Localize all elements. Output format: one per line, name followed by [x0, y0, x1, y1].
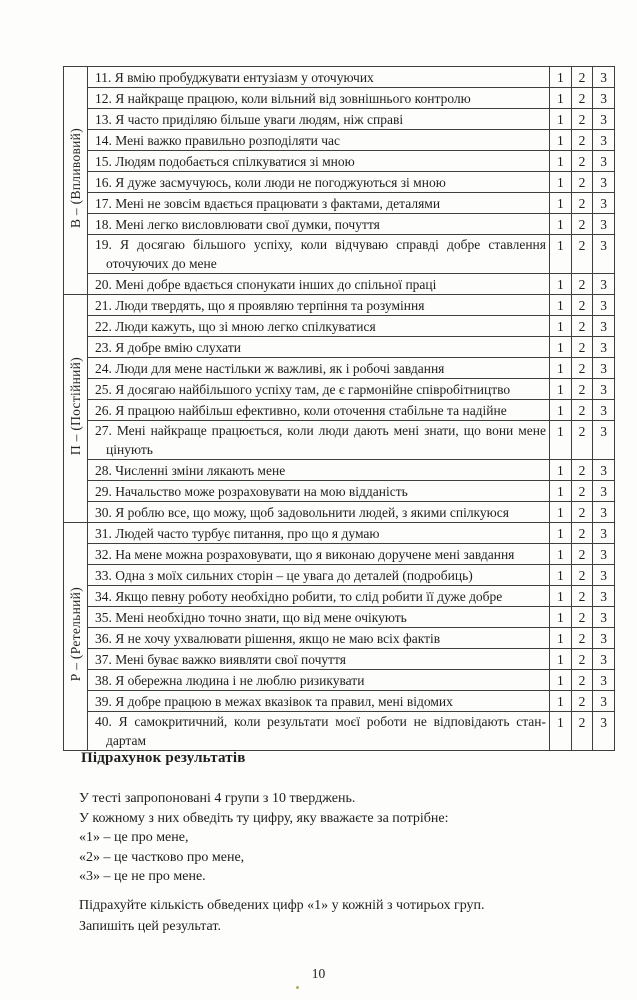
rating-option-1[interactable]: 1: [550, 523, 572, 544]
rating-option-3[interactable]: 3: [593, 712, 615, 751]
question-cell: [88, 691, 550, 712]
rating-option-1[interactable]: 1: [550, 67, 572, 88]
rating-option-3[interactable]: 3: [593, 523, 615, 544]
survey-row: [64, 460, 615, 481]
question-text: 32. На мене можна розраховувати, що я виконаю доручене мені завдання: [95, 546, 515, 562]
rating-option-1[interactable]: 1: [550, 691, 572, 712]
group-label: Р – (Ретельний): [67, 586, 83, 682]
rating-option-2[interactable]: 2: [571, 130, 593, 151]
rating-option-3[interactable]: 3: [593, 421, 615, 460]
text-line: У тесті запропоновані 4 групи з 10 тверджень.: [79, 791, 356, 806]
survey-row: [64, 235, 615, 274]
rating-option-3[interactable]: 3: [593, 379, 615, 400]
rating-option-1[interactable]: 1: [550, 316, 572, 337]
rating-option-1[interactable]: 1: [550, 295, 572, 316]
question-text: 26. Я працюю найбільш ефективно, коли оточення стабільне та надійне: [95, 402, 507, 418]
rating-option-3[interactable]: 3: [593, 544, 615, 565]
rating-option-3[interactable]: 3: [593, 151, 615, 172]
rating-option-1[interactable]: 1: [550, 274, 572, 295]
text-line: У кожному з них обведіть ту цифру, яку вважаєте за потрібне:: [79, 810, 449, 826]
survey-row: [64, 130, 615, 151]
question-text: 24. Люди для мене настільки ж важливі, як і робочі завдання: [95, 360, 445, 376]
rating-option-1[interactable]: 1: [550, 337, 572, 358]
survey-row: [64, 295, 615, 316]
survey-row: [64, 379, 615, 400]
question-cell: [88, 295, 550, 316]
rating-option-3[interactable]: 3: [593, 691, 615, 712]
rating-option-2[interactable]: 2: [571, 295, 593, 316]
question-text: 39. Я добре працюю в межах вказівок та правил, мені відомих: [95, 693, 453, 709]
question-text: 28. Численні зміни лякають мене: [95, 462, 286, 478]
rating-option-2[interactable]: 2: [571, 67, 593, 88]
rating-option-3[interactable]: 3: [593, 400, 615, 421]
rating-option-1[interactable]: 1: [550, 130, 572, 151]
rating-option-2[interactable]: 2: [571, 421, 593, 460]
survey-row: [64, 523, 615, 544]
question-cell: [88, 67, 550, 88]
rating-option-2[interactable]: 2: [571, 691, 593, 712]
rating-option-3[interactable]: 3: [593, 502, 615, 523]
question-cell: [88, 379, 550, 400]
rating-option-2[interactable]: 2: [571, 88, 593, 109]
question-text: 19. Я досягаю більшого успіху, коли відчуваю справді добре ставлення оточуючих до мене: [95, 237, 546, 271]
rating-option-3[interactable]: 3: [593, 607, 615, 628]
rating-option-2[interactable]: 2: [571, 109, 593, 130]
question-cell: [88, 400, 550, 421]
rating-option-2[interactable]: 2: [571, 358, 593, 379]
rating-option-1[interactable]: 1: [550, 400, 572, 421]
rating-option-3[interactable]: 3: [593, 214, 615, 235]
question-cell: [88, 523, 550, 544]
question-text: 18. Мені легко висловлювати свої думки, почуття: [95, 216, 380, 232]
rating-option-3[interactable]: 3: [593, 235, 615, 274]
question-cell: [88, 481, 550, 502]
question-cell: [88, 214, 550, 235]
question-cell: [88, 274, 550, 295]
question-text: 17. Мені не зовсім вдається працювати з фактами, деталями: [95, 195, 441, 211]
question-text: 12. Я найкраще працюю, коли вільний від зовнішнього контролю: [95, 90, 471, 106]
rating-option-3[interactable]: 3: [593, 670, 615, 691]
question-cell: [88, 316, 550, 337]
question-cell: [88, 544, 550, 565]
rating-option-2[interactable]: 2: [571, 316, 593, 337]
results-instructions: [79, 895, 485, 937]
rating-option-1[interactable]: 1: [550, 649, 572, 670]
rating-option-3[interactable]: 3: [593, 649, 615, 670]
question-cell: [88, 421, 550, 460]
rating-option-3[interactable]: 3: [593, 88, 615, 109]
rating-option-2[interactable]: 2: [571, 712, 593, 751]
rating-option-1[interactable]: 1: [550, 628, 572, 649]
question-text: 23. Я добре вмію слухати: [95, 339, 241, 355]
rating-option-1[interactable]: 1: [550, 421, 572, 460]
question-cell: [88, 88, 550, 109]
question-text: 27. Мені найкраще працюється, коли люди дають мені знати, що вони мене цінують: [95, 423, 546, 457]
question-text: 40. Я самокритичний, коли результати моєї роботи не відповідають стан-дартам: [95, 714, 546, 748]
rating-option-1[interactable]: 1: [550, 151, 572, 172]
survey-row: [64, 193, 615, 214]
question-text: 37. Мені буває важко виявляти свої почуття: [95, 651, 346, 667]
survey-row: [64, 481, 615, 502]
question-text: 22. Люди кажуть, що зі мною легко спілкуватися: [95, 318, 376, 334]
rating-option-2[interactable]: 2: [571, 214, 593, 235]
rating-option-1[interactable]: 1: [550, 358, 572, 379]
rating-option-3[interactable]: 3: [593, 586, 615, 607]
question-text: 36. Я не хочу ухвалювати рішення, якщо не маю всіх фактів: [95, 630, 441, 646]
rating-option-1[interactable]: 1: [550, 172, 572, 193]
question-text: 16. Я дуже засмучуюсь, коли люди не погоджуються зі мною: [95, 174, 446, 190]
rating-option-2[interactable]: 2: [571, 235, 593, 274]
question-cell: [88, 109, 550, 130]
rating-option-1[interactable]: 1: [550, 586, 572, 607]
rating-option-3[interactable]: 3: [593, 67, 615, 88]
question-text: 38. Я обережна людина і не люблю ризикувати: [95, 672, 365, 688]
rating-option-1[interactable]: 1: [550, 235, 572, 274]
rating-option-2[interactable]: 2: [571, 607, 593, 628]
question-cell: [88, 502, 550, 523]
text-line: Підрахуйте кількість обведених цифр «1» у кожній з чотирьох груп.: [79, 898, 485, 913]
rating-option-3[interactable]: 3: [593, 193, 615, 214]
rating-option-1[interactable]: 1: [550, 88, 572, 109]
rating-option-2[interactable]: 2: [571, 379, 593, 400]
rating-option-1[interactable]: 1: [550, 712, 572, 751]
rating-option-2[interactable]: 2: [571, 544, 593, 565]
group-label-cell: [64, 523, 88, 751]
survey-row: [64, 274, 615, 295]
rating-option-2[interactable]: 2: [571, 193, 593, 214]
question-cell: [88, 712, 550, 751]
rating-option-2[interactable]: 2: [571, 151, 593, 172]
question-cell: [88, 628, 550, 649]
survey-row: [64, 607, 615, 628]
rating-option-1[interactable]: 1: [550, 544, 572, 565]
rating-option-2[interactable]: 2: [571, 628, 593, 649]
rating-option-2[interactable]: 2: [571, 523, 593, 544]
text-line: «3» – це не про мене.: [79, 869, 206, 884]
question-cell: [88, 670, 550, 691]
question-cell: [88, 193, 550, 214]
rating-option-3[interactable]: 3: [593, 274, 615, 295]
question-text: 21. Люди твердять, що я проявляю терпіння та розуміння: [95, 297, 425, 313]
rating-option-3[interactable]: 3: [593, 358, 615, 379]
rating-option-3[interactable]: 3: [593, 481, 615, 502]
rating-option-3[interactable]: 3: [593, 130, 615, 151]
question-text: 15. Людям подобається спілкуватися зі мною: [95, 153, 355, 169]
rating-option-2[interactable]: 2: [571, 400, 593, 421]
rating-option-3[interactable]: 3: [593, 460, 615, 481]
rating-option-3[interactable]: 3: [593, 337, 615, 358]
question-cell: [88, 130, 550, 151]
survey-row: [64, 151, 615, 172]
survey-row: [64, 400, 615, 421]
rating-option-3[interactable]: 3: [593, 172, 615, 193]
rating-option-1[interactable]: 1: [550, 214, 572, 235]
survey-row: [64, 421, 615, 460]
page-number: 10: [311, 966, 326, 981]
question-cell: [88, 337, 550, 358]
question-text: 33. Одна з моїх сильних сторін – це увага до деталей (подробиць): [95, 567, 473, 583]
survey-row: [64, 358, 615, 379]
rating-option-1[interactable]: 1: [550, 193, 572, 214]
text-line: Запишіть цей результат.: [79, 919, 221, 934]
rating-option-2[interactable]: 2: [571, 460, 593, 481]
rating-option-2[interactable]: 2: [571, 274, 593, 295]
question-text: 14. Мені важко правильно розподіляти час: [95, 132, 340, 148]
question-cell: [88, 586, 550, 607]
rating-option-2[interactable]: 2: [571, 481, 593, 502]
survey-row: [64, 172, 615, 193]
group-label: В – (Впливовий): [67, 127, 83, 229]
survey-row: [64, 109, 615, 130]
question-text: 29. Начальство може розраховувати на мою відданість: [95, 483, 408, 499]
rating-option-1[interactable]: 1: [550, 481, 572, 502]
question-text: 11. Я вмію пробуджувати ентузіазм у оточуючих: [95, 69, 374, 85]
survey-row: [64, 544, 615, 565]
results-heading: Підрахунок результатів: [81, 750, 246, 766]
survey-table: [63, 66, 615, 751]
question-cell: [88, 358, 550, 379]
text-line: «2» – це частково про мене,: [79, 849, 245, 865]
rating-option-3[interactable]: 3: [593, 295, 615, 316]
survey-row: [64, 712, 615, 751]
rating-option-1[interactable]: 1: [550, 670, 572, 691]
group-label-cell: [64, 295, 88, 523]
question-text: 30. Я роблю все, що можу, щоб задовольнити людей, з якими спілкуюся: [95, 504, 509, 520]
survey-row: [64, 670, 615, 691]
question-text: 20. Мені добре вдається спонукати інших до спільної праці: [95, 276, 437, 292]
survey-row: [64, 88, 615, 109]
rating-option-2[interactable]: 2: [571, 670, 593, 691]
rating-option-1[interactable]: 1: [550, 460, 572, 481]
group-label: П – (Постійний): [67, 356, 83, 456]
rating-option-1[interactable]: 1: [550, 379, 572, 400]
question-cell: [88, 565, 550, 586]
rating-option-1[interactable]: 1: [550, 565, 572, 586]
rating-option-3[interactable]: 3: [593, 109, 615, 130]
question-cell: [88, 151, 550, 172]
survey-row: [64, 502, 615, 523]
rating-option-2[interactable]: 2: [571, 502, 593, 523]
survey-row: [64, 691, 615, 712]
rating-option-2[interactable]: 2: [571, 337, 593, 358]
rating-option-3[interactable]: 3: [593, 316, 615, 337]
scan-artifact-dot: [296, 986, 299, 989]
question-cell: [88, 460, 550, 481]
rating-option-1[interactable]: 1: [550, 109, 572, 130]
rating-option-3[interactable]: 3: [593, 565, 615, 586]
survey-row: [64, 628, 615, 649]
survey-row: [64, 649, 615, 670]
group-label-cell: [64, 67, 88, 295]
survey-row: [64, 67, 615, 88]
text-line: «1» – це про мене,: [79, 830, 189, 845]
rating-option-2[interactable]: 2: [571, 172, 593, 193]
results-intro: [79, 789, 449, 887]
question-cell: [88, 607, 550, 628]
survey-row: [64, 337, 615, 358]
rating-option-1[interactable]: 1: [550, 502, 572, 523]
question-cell: [88, 235, 550, 274]
rating-option-3[interactable]: 3: [593, 628, 615, 649]
question-cell: [88, 172, 550, 193]
survey-row: [64, 214, 615, 235]
rating-option-2[interactable]: 2: [571, 586, 593, 607]
question-cell: [88, 649, 550, 670]
question-text: 34. Якщо певну роботу необхідно робити, то слід робити її дуже добре: [95, 588, 503, 604]
question-text: 25. Я досягаю найбільшого успіху там, де є гармонійне співробітництво: [95, 381, 511, 397]
survey-row: [64, 586, 615, 607]
question-text: 13. Я часто приділяю більше уваги людям, ніж справі: [95, 111, 404, 127]
survey-row: [64, 316, 615, 337]
question-text: 31. Людей часто турбує питання, про що я думаю: [95, 525, 380, 541]
rating-option-2[interactable]: 2: [571, 565, 593, 586]
survey-row: [64, 565, 615, 586]
rating-option-2[interactable]: 2: [571, 649, 593, 670]
question-text: 35. Мені необхідно точно знати, що від мене очікують: [95, 609, 407, 625]
rating-option-1[interactable]: 1: [550, 607, 572, 628]
